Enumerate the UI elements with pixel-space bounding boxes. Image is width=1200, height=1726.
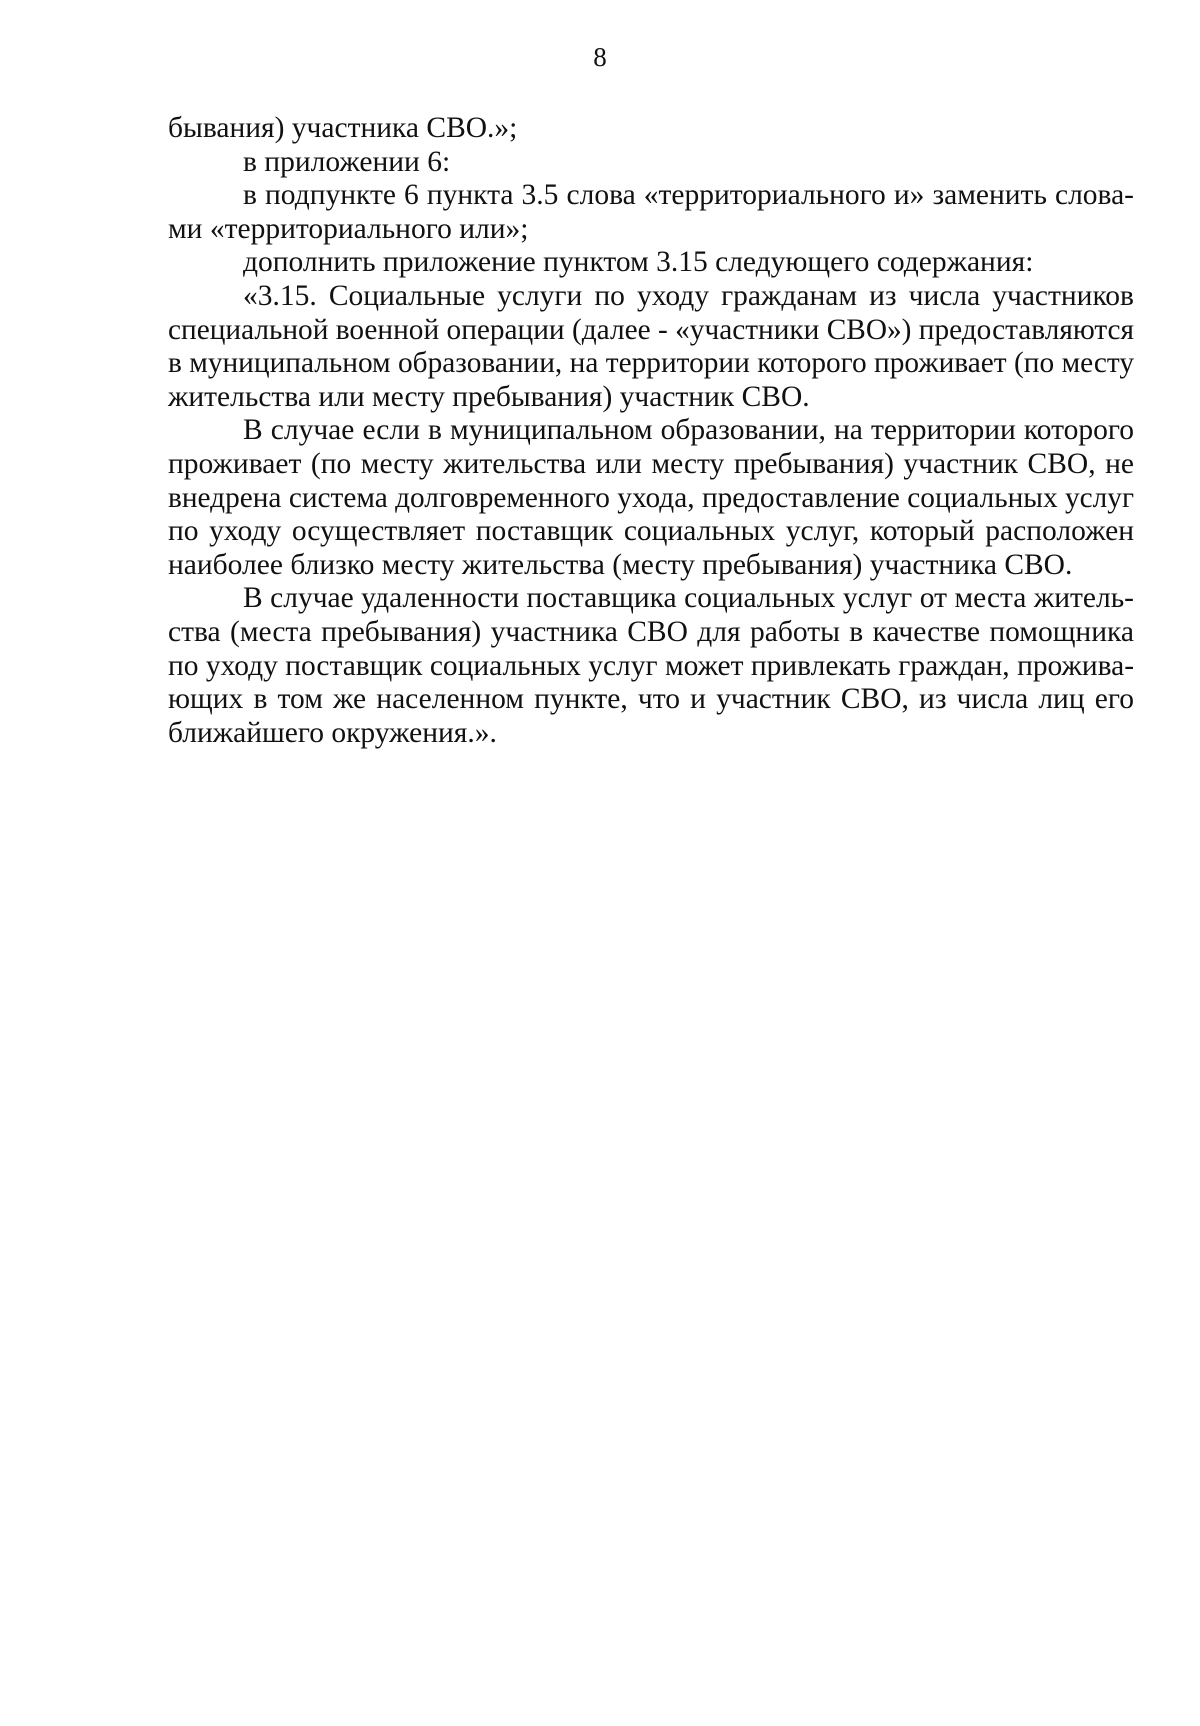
text-line-content: наиболее близко месту жительства (месту пребывания) участника СВО. <box>168 548 1073 581</box>
text-line <box>168 515 1134 549</box>
text-line-content: ми «территориального или»; <box>168 212 529 245</box>
text-line-content: проживает (по месту жительства или месту пребывания) участник СВО, не <box>168 447 1134 480</box>
text-line-content: по уходу поставщик социальных услуг может привлекать граждан, прожива- <box>168 649 1134 682</box>
text-line <box>168 347 1134 381</box>
text-line-content: жительства или месту пребывания) участник СВО. <box>168 380 810 413</box>
text-line <box>168 179 1134 213</box>
text-line-content: В случае если в муниципальном образовании, на территории которого <box>243 414 1134 447</box>
text-line-content: в приложении 6: <box>243 145 451 178</box>
text-line <box>168 616 1134 650</box>
text-line-content: по уходу осуществляет поставщик социальных услуг, который расположен <box>168 515 1134 548</box>
text-line-content: в подпункте 6 пункта 3.5 слова «территориального и» заменить слова- <box>243 179 1134 212</box>
text-line-content: специальной военной операции (далее - «участники СВО») предоставляются <box>168 313 1134 346</box>
text-line-content: внедрена система долговременного ухода, предоставление социальных услуг <box>168 481 1134 514</box>
text-line <box>168 482 1134 516</box>
body-text <box>168 112 1134 750</box>
text-line <box>168 582 1134 616</box>
text-line <box>168 112 1134 146</box>
text-line <box>168 246 1134 280</box>
text-line <box>168 717 1134 751</box>
text-line-content: в муниципальном образовании, на территории которого проживает (по месту <box>168 347 1134 380</box>
text-line-content: ющих в том же населенном пункте, что и участник СВО, из числа лиц его <box>168 683 1134 716</box>
text-line <box>168 549 1134 583</box>
text-line <box>168 448 1134 482</box>
text-line <box>168 213 1134 247</box>
page-number: 8 <box>593 42 607 72</box>
text-line <box>168 146 1134 180</box>
text-line-content: «3.15. Социальные услуги по уходу гражданам из числа участников <box>243 279 1134 312</box>
text-line-content: бывания) участника СВО.»; <box>168 112 518 144</box>
text-line-content: В случае удаленности поставщика социальных услуг от места житель- <box>243 582 1134 615</box>
text-line-content: ства (места пребывания) участника СВО для работы в качестве помощника <box>168 615 1134 648</box>
text-line <box>168 650 1134 684</box>
text-line <box>168 280 1134 314</box>
text-line <box>168 414 1134 448</box>
text-line <box>168 381 1134 415</box>
text-line <box>168 683 1134 717</box>
text-line <box>168 314 1134 348</box>
text-line-content: ближайшего окружения.». <box>168 716 497 749</box>
text-line-content: дополнить приложение пунктом 3.15 следующего содержания: <box>243 246 1034 279</box>
